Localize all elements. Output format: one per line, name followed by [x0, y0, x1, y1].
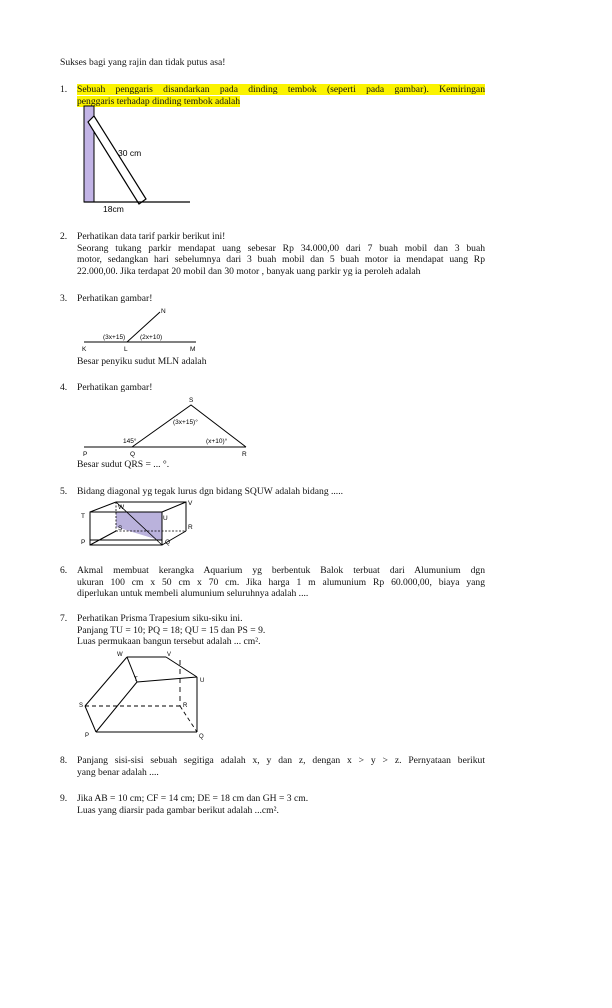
q7-number: 7.: [60, 613, 68, 624]
q3-line1: Perhatikan gambar!: [77, 293, 153, 304]
q4-number: 4.: [60, 382, 68, 393]
q9-number: 9.: [60, 793, 68, 804]
q4-label-q: Q: [130, 451, 136, 458]
q4-angle-r: (x+10)°: [206, 438, 228, 445]
q4-line1: Perhatikan gambar!: [77, 382, 153, 393]
q4-label-p: P: [83, 451, 88, 458]
q3-angle-left: (3x+15): [103, 334, 126, 341]
q7-label-r: R: [183, 703, 188, 709]
q3-label-m: M: [190, 346, 196, 353]
q7-edge-sp: [85, 706, 96, 732]
q7-edge-vu: [166, 657, 197, 677]
q7-label-w: W: [117, 652, 123, 658]
q7-line1: Perhatikan Prisma Trapesium siku-siku ini.: [77, 613, 243, 624]
q6-line2: ukuran 100 cm x 50 cm x 70 cm. Jika harga 1 m alumunium Rp 60.000,00, biaya yang: [77, 576, 485, 588]
q3-number: 3.: [60, 293, 68, 304]
q7-edge-ws: [85, 657, 127, 706]
q5-label-p: P: [81, 539, 86, 546]
q4-angle-s: (3x+15)°: [173, 419, 198, 426]
q3-line2: Besar penyiku sudut MLN adalah: [77, 356, 207, 367]
q3-label-n: N: [161, 308, 166, 315]
header-motto: Sukses bagi yang rajin dan tidak putus asa!: [60, 57, 226, 68]
q7-edge-tp: [96, 682, 137, 732]
q6-number: 6.: [60, 565, 68, 576]
q1-base-label: 18cm: [103, 204, 124, 214]
q2-line4: 22.000,00. Jika terdapat 20 mobil dan 30 motor , banyak uang parkir yg ia peroleh adalah: [77, 265, 421, 277]
q1-number: 1.: [60, 84, 68, 95]
q7-label-p: P: [85, 733, 90, 739]
q5-label-v: V: [188, 500, 193, 507]
q7-label-v: V: [167, 652, 172, 658]
q2-line3: motor, sedangkan hari sebelumnya dari 3 buah mobil dan 5 buah motor ia mendapat uang Rp: [77, 254, 485, 265]
q6-line1: Akmal membuat kerangka Aquarium yg berbentuk Balok terbuat dari Alumunium dgn: [77, 565, 485, 576]
q9-line2: Luas yang diarsir pada gambar berikut adalah ...cm².: [77, 804, 279, 816]
q8-line2: yang benar adalah ....: [77, 766, 159, 778]
q4-label-s: S: [189, 397, 194, 404]
q7-edge-tu: [137, 677, 197, 682]
q8-number: 8.: [60, 755, 68, 766]
q7-line3: Luas permukaan bangun tersebut adalah ... cm².: [77, 636, 261, 647]
q2-line2: Seorang tukang parkir mendapat uang sebesar Rp 34.000,00 dari 7 buah mobil dan 3 buah: [77, 242, 485, 254]
q5-label-s: S: [118, 525, 123, 532]
q5-label-u: U: [163, 515, 168, 522]
q7-hidden-rq: [180, 706, 197, 732]
q3-angle-right: (2x+10): [140, 334, 163, 341]
q2-number: 2.: [60, 231, 68, 242]
q4-angle-q: 145°: [123, 438, 137, 445]
q5-label-q: Q: [165, 539, 171, 546]
q7-line2: Panjang TU = 10; PQ = 18; QU = 15 dan PS = 9.: [77, 624, 266, 636]
q6-line3: diperlukan untuk membeli alumunium seluruhnya adalah ....: [77, 588, 309, 599]
q5-number: 5.: [60, 486, 68, 497]
q1-line1: Sebuah penggaris disandarkan pada dinding tembok (seperti pada gambar). Kemiringan: [77, 84, 485, 95]
q5-line1: Bidang diagonal yg tegak lurus dgn bidang SQUW adalah bidang .....: [77, 486, 344, 497]
q3-label-k: K: [82, 346, 87, 353]
q5-label-w: W: [118, 504, 125, 511]
q7-label-t: T: [134, 677, 138, 683]
q1-line2: penggaris terhadap dinding tembok adalah: [77, 95, 241, 107]
q7-label-q: Q: [199, 734, 204, 740]
q9-line1: Jika AB = 10 cm; CF = 14 cm; DE = 18 cm dan GH = 3 cm.: [77, 793, 309, 804]
q8-line1: Panjang sisi-sisi sebuah segitiga adalah x, y dan z, dengan x > y > z. Pernyataan berikut: [77, 755, 485, 766]
q8-text: [77, 755, 485, 778]
q7-label-u: U: [200, 678, 205, 684]
q4-label-r: R: [242, 451, 247, 458]
q3-label-l: L: [124, 346, 128, 353]
q4-line2: Besar sudut QRS = ... °.: [77, 459, 170, 470]
q5-label-t: T: [81, 513, 85, 520]
q9-text: [77, 793, 308, 816]
q5-label-r: R: [188, 524, 193, 531]
q1-ruler-label: 30 cm: [118, 148, 142, 158]
q7-label-s: S: [79, 703, 84, 709]
q2-line1: Perhatikan data tarif parkir berikut ini!: [77, 231, 226, 242]
